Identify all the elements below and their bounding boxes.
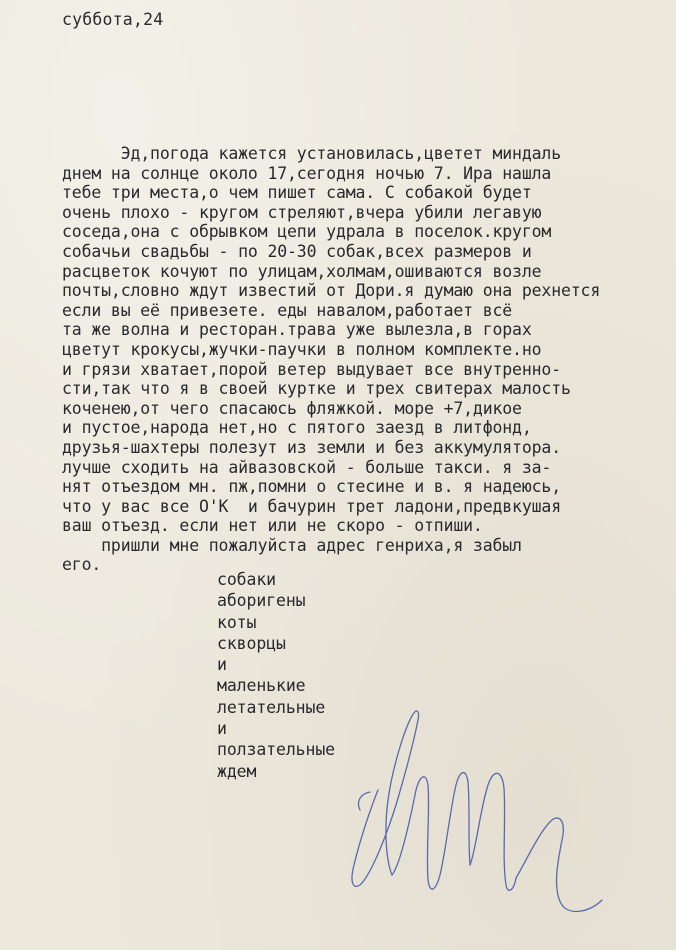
body-line: днем на солнце около 17,сегодня ночью 7. Ира нашла xyxy=(62,163,552,183)
list-item: летательные xyxy=(217,697,326,717)
body-line: что у вас все О'К и бачурин трет ладони,предвкушая xyxy=(62,496,561,516)
body-line: и грязи хватает,порой ветер выдувает все внутренно- xyxy=(62,359,561,379)
list-item: коты xyxy=(217,612,257,632)
list-item: и xyxy=(217,719,227,739)
body-line: соседа,она с обрывком цепи удрала в поселок.кругом xyxy=(62,222,552,242)
list-item: и xyxy=(217,655,227,675)
body-line: тебе три места,о чем пишет сама. С собакой будет xyxy=(62,183,532,203)
body-line: очень плохо - кругом стреляют,вчера убили легавую xyxy=(62,202,542,222)
list-item: ползательные xyxy=(217,740,336,760)
body-line: если вы её привезете. еды навалом,работает всё xyxy=(62,300,513,320)
body-line: нят отъездом мн. пж,помни о стесине и в. я надеюсь, xyxy=(62,477,561,497)
body-line: почты,словно ждут известий от Дори.я думаю она рехнется xyxy=(62,281,601,301)
body-line: и пустое,народа нет,но с пятого заезд в литфонд, xyxy=(62,418,532,438)
body-line: друзья-шахтеры полезут из земли и без аккумулятора. xyxy=(62,437,561,457)
body-line: лучше сходить на айвазовской - больше такси. я за- xyxy=(62,457,552,477)
date-line: суббота,24 xyxy=(62,10,164,29)
body-line: пришли мне пожалуйста адрес генриха,я забыл xyxy=(62,535,522,555)
body-line: его. xyxy=(62,555,102,575)
list-item: собаки xyxy=(217,570,277,589)
handwritten-signature xyxy=(330,690,630,930)
list-item: аборигены xyxy=(217,591,306,611)
list-item: ждем xyxy=(217,761,257,781)
closing-list xyxy=(217,569,335,782)
body-line: ваш отъезд. если нет или не скоро - отпиши. xyxy=(62,516,483,536)
body-line: сти,так что я в своей куртке и трех свитерах малость xyxy=(62,379,571,399)
letter-body xyxy=(62,144,676,575)
body-line: цветут крокусы,жучки-паучки в полном комплекте.но xyxy=(62,339,542,359)
body-line: расцветок кочуют по улицам,холмам,ошиваются возле xyxy=(62,261,542,281)
body-line: та же волна и ресторан.трава уже вылезла,в горах xyxy=(62,320,532,340)
list-item: маленькие xyxy=(217,676,306,696)
body-line: собачьи свадьбы - по 20-30 собак,всех размеров и xyxy=(62,241,532,261)
body-line: коченею,от чего спасаюсь фляжкой. море +7,дикое xyxy=(62,398,522,418)
body-line: Эд,погода кажется установилась,цветет миндаль xyxy=(62,144,561,163)
list-item: скворцы xyxy=(217,633,286,653)
